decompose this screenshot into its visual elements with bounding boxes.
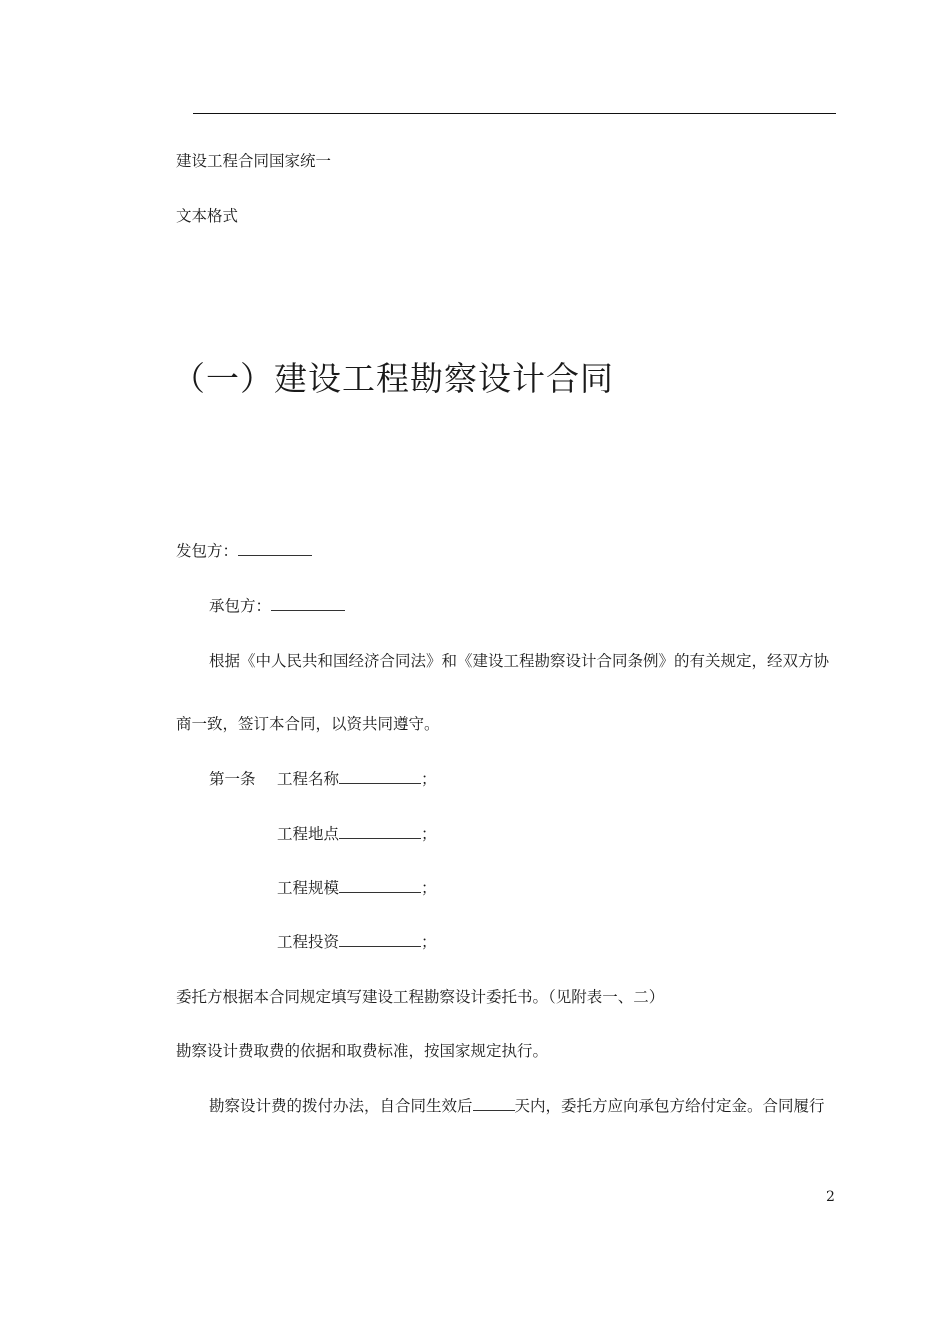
body-paragraph-3 [209, 1096, 825, 1116]
days-blank[interactable] [473, 1096, 515, 1111]
article-1-field-row [277, 878, 437, 898]
header-line-2: 文本格式 [176, 207, 239, 225]
contractor-blank[interactable] [271, 596, 345, 611]
project-location-blank[interactable] [339, 824, 421, 839]
field-label: 工程地点 [277, 825, 340, 843]
field-label: 工程投资 [277, 933, 340, 951]
para3-text-before: 勘察设计费的拨付办法，自合同生效后 [209, 1097, 473, 1115]
header-line-1: 建设工程合同国家统一 [176, 152, 332, 170]
field-suffix: ； [421, 770, 437, 788]
client-blank[interactable] [238, 541, 312, 556]
project-name-blank[interactable] [339, 769, 421, 784]
client-label: 发包方： [176, 542, 239, 560]
page-number: 2 [826, 1189, 835, 1205]
body-paragraph-1: 委托方根据本合同规定填写建设工程勘察设计委托书。（见附表一、二） [176, 988, 665, 1006]
document-title: （一）建设工程勘察设计合同 [172, 359, 614, 398]
header-rule [193, 113, 836, 114]
client-line [176, 541, 312, 561]
article-1-field-row [277, 769, 437, 789]
field-label: 工程规模 [277, 879, 340, 897]
field-label: 工程名称 [277, 770, 340, 788]
body-paragraph-2: 勘察设计费取费的依据和取费标准，按国家规定执行。 [176, 1042, 549, 1060]
field-suffix: ； [421, 933, 437, 951]
article-1-field-row [277, 824, 437, 844]
contractor-label: 承包方： [209, 597, 272, 615]
preamble-line-2: 商一致，签订本合同，以资共同遵守。 [176, 715, 440, 733]
para3-text-after: 天内，委托方应向承包方给付定金。合同履行 [514, 1097, 825, 1115]
project-scale-blank[interactable] [339, 878, 421, 893]
article-1-field-row [277, 932, 437, 952]
project-investment-blank[interactable] [339, 932, 421, 947]
article-1-heading: 第一条 [209, 770, 256, 788]
contractor-line [209, 596, 345, 616]
field-suffix: ； [421, 879, 437, 897]
preamble-line-1: 根据《中人民共和国经济合同法》和《建设工程勘察设计合同条例》的有关规定，经双方协 [209, 652, 830, 670]
field-suffix: ； [421, 825, 437, 843]
